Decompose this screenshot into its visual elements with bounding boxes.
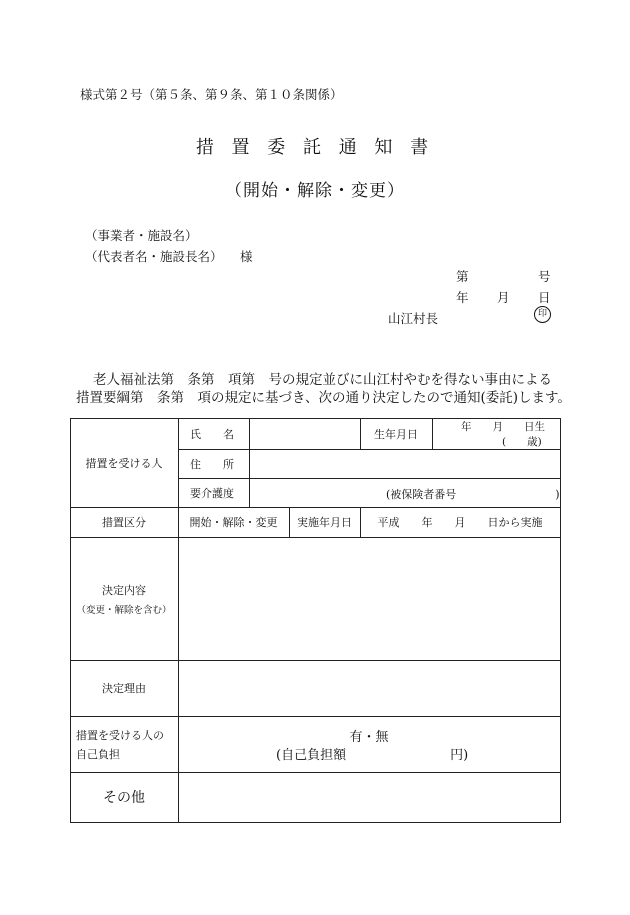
category-value: 開始・解除・変更 [189,516,278,529]
other-field[interactable] [179,773,560,822]
burden-label-line-1: 措置を受ける人の [76,728,164,742]
decision-label [70,537,178,660]
insured-number-field: (被保険者番号 ) [386,488,560,501]
table-border-right [560,418,561,823]
address-field[interactable] [250,449,560,478]
addressee-honorific: 様 [240,249,253,264]
recipient-label: 措置を受ける人 [85,456,163,470]
doc-number-prefix: 第 [456,269,469,284]
decision-label-sub: （変更・解除を含む） [76,604,172,616]
body-text-line-2: 措置要綱第 条第 項の規定に基づき、次の通り決定したので通知(委託)します。 [76,390,571,406]
date-year: 年 [456,290,469,305]
addressee-facility: （事業者・施設名） [85,228,198,243]
birth-date-ymd: 年 月 日生 [461,421,545,433]
decision-content-field[interactable] [179,538,560,660]
table-line [432,418,433,449]
document-subtitle: （開始・解除・変更） [225,181,405,201]
date-month: 月 [497,290,510,305]
burden-label [76,716,178,772]
age-field: ( 歳) [502,436,542,448]
burden-amount: (自己負担額 円) [276,748,469,763]
doc-number-suffix: 号 [538,269,551,284]
issuer-name: 山江村長 [388,311,439,326]
category-label: 措置区分 [102,516,146,529]
name-field[interactable] [250,418,360,449]
form-identifier: 様式第２号（第５条、第９条、第１０条関係） [80,87,343,102]
body-text-line-1: 老人福祉法第 条第 項第 号の規定並びに山江村やむを得ない事由による [93,372,552,388]
birth-date-label: 生年月日 [374,427,418,441]
table-border-bottom [70,822,561,823]
burden-value: 有・無 [349,730,389,745]
reason-label: 決定理由 [102,682,146,695]
seal-mark: 印 [534,306,551,323]
name-label: 氏 名 [190,427,234,441]
decision-label-main: 決定内容 [102,583,146,597]
reason-field[interactable] [179,661,560,716]
other-label: その他 [103,790,145,806]
document-title: 措 置 委 託 通 知 書 [195,137,435,158]
address-label: 住 所 [190,457,234,471]
burden-label-line-2: 自己負担 [76,747,120,761]
implementation-date-value: 平成 年 月 日から実施 [377,516,543,529]
date-day: 日 [538,290,551,305]
care-level-label: 要介護度 [190,486,234,500]
addressee-representative: （代表者名・施設長名） [85,249,223,264]
implementation-date-label: 実施年月日 [297,516,352,529]
